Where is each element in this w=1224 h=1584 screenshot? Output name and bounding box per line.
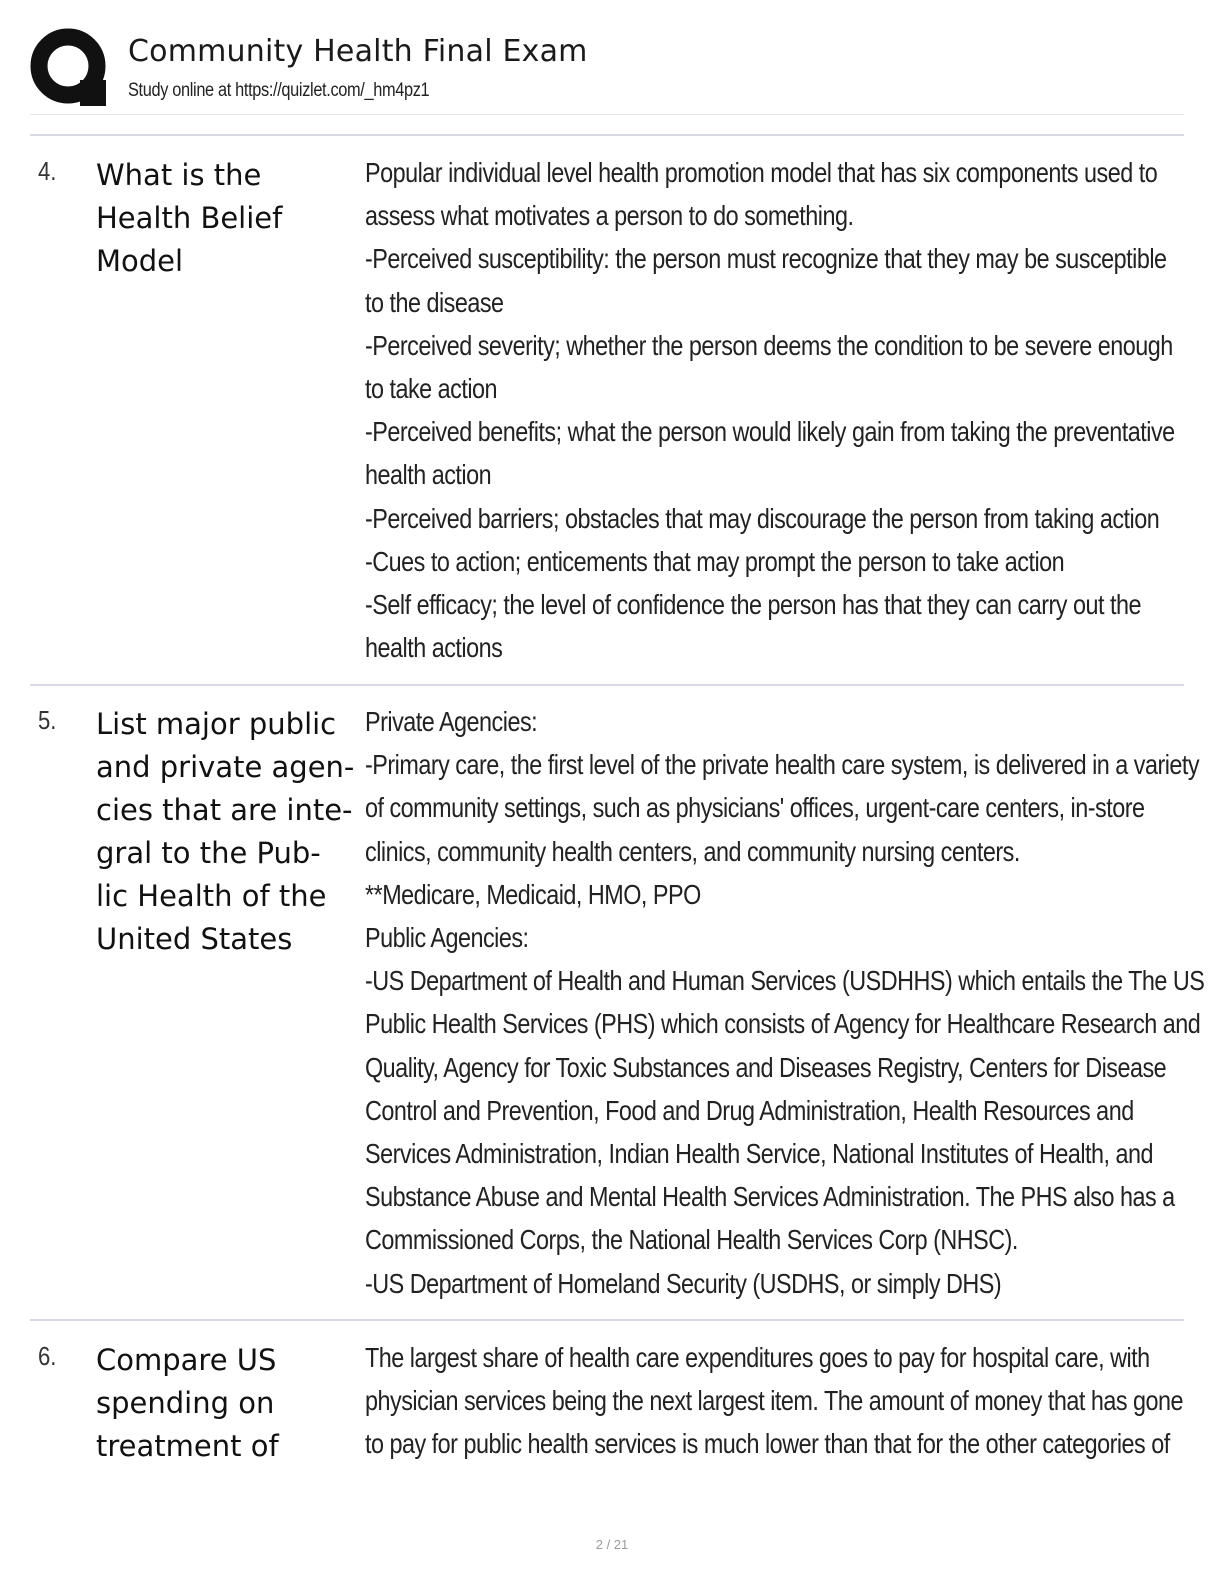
definition-line: -Cues to action; enticements that may prompt the person to take action [365,545,1065,577]
page-header [30,28,1184,114]
definition-line: to pay for public health services is much lower than that for the other categories of [365,1428,1170,1460]
card-number: 6. [38,1341,57,1371]
definition-line: Public Health Services (PHS) which consists of Agency for Healthcare Research and [365,1008,1201,1040]
page-number: 2 / 21 [595,1537,629,1552]
term-line: lic Health of the [96,879,327,913]
definition-line: to the disease [365,286,504,318]
definition-line: Commissioned Corps, the National Health Services Corp (NHSC). [365,1224,1018,1256]
definition-line: The largest share of health care expenditures goes to pay for hospital care, with [365,1342,1150,1373]
term-line: cies that are inte- [96,793,353,827]
definition-line: Private Agencies: [365,706,538,737]
study-online-link[interactable]: Study online at https://quizlet.com/_hm4pz1 [128,80,430,101]
card-number: 5. [38,705,57,735]
card-term [96,703,358,961]
definition-line: assess what motivates a person to do something. [365,200,854,232]
quizlet-logo-icon [30,28,110,108]
card-definition [365,1336,1184,1466]
definition-line: clinics, community health centers, and community nursing centers. [365,835,1020,867]
card-divider [30,1319,1184,1321]
term-line: treatment of [96,1429,279,1463]
document-title: Community Health Final Exam [128,34,588,69]
term-line: Compare US [96,1343,277,1377]
definition-line: -Perceived severity; whether the person deems the condition to be severe enough [365,329,1173,361]
definition-line: Services Administration, Indian Health Service, National Institutes of Health, and [365,1138,1154,1170]
definition-line: -Primary care, the first level of the private health care system, is delivered in a variety [365,749,1200,781]
definition-line: Control and Prevention, Food and Drug Administration, Health Resources and [365,1094,1134,1126]
definition-line: Substance Abuse and Mental Health Services Administration. The PHS also has a [365,1181,1175,1213]
definition-line: Popular individual level health promotion model that has six components used to [365,157,1158,188]
term-line: List major public [96,707,337,741]
definition-line: -US Department of Homeland Security (USDHS, or simply DHS) [365,1267,1002,1299]
header-divider [30,114,1184,115]
card-term [96,1339,358,1468]
definition-line: **Medicare, Medicaid, HMO, PPO [365,878,701,910]
definition-line: -US Department of Health and Human Services (USDHHS) which entails the The US [365,965,1205,997]
term-line: United States [96,922,293,956]
card-definition [365,700,1205,1305]
card-number: 4. [38,156,57,186]
definition-line: -Perceived benefits; what the person would likely gain from taking the preventative [365,416,1175,448]
term-line: What is the [96,158,262,192]
definition-line: health actions [365,632,503,664]
definition-line: -Perceived susceptibility: the person must recognize that they may be susceptible [365,243,1167,275]
term-line: Model [96,244,184,278]
definition-line: -Self efficacy; the level of confidence the person has that they can carry out the [365,589,1141,621]
card-term [96,154,358,283]
term-line: spending on [96,1386,275,1420]
definition-line: health action [365,459,492,491]
definition-line: to take action [365,373,498,405]
definition-line: -Perceived barriers; obstacles that may discourage the person from taking action [365,502,1160,534]
definition-line: of community settings, such as physicians' offices, urgent-care centers, in-store [365,792,1145,824]
definition-line: physician services being the next largest item. The amount of money that has gone [365,1385,1184,1417]
term-line: and private agen- [96,750,355,784]
definition-line: Quality, Agency for Toxic Substances and Diseases Registry, Centers for Disease [365,1051,1167,1083]
definition-line: Public Agencies: [365,922,529,954]
term-line: gral to the Pub- [96,836,321,870]
section-divider [30,134,1184,136]
card-definition [365,151,1175,669]
term-line: Health Belief [96,201,283,235]
card-divider [30,684,1184,686]
